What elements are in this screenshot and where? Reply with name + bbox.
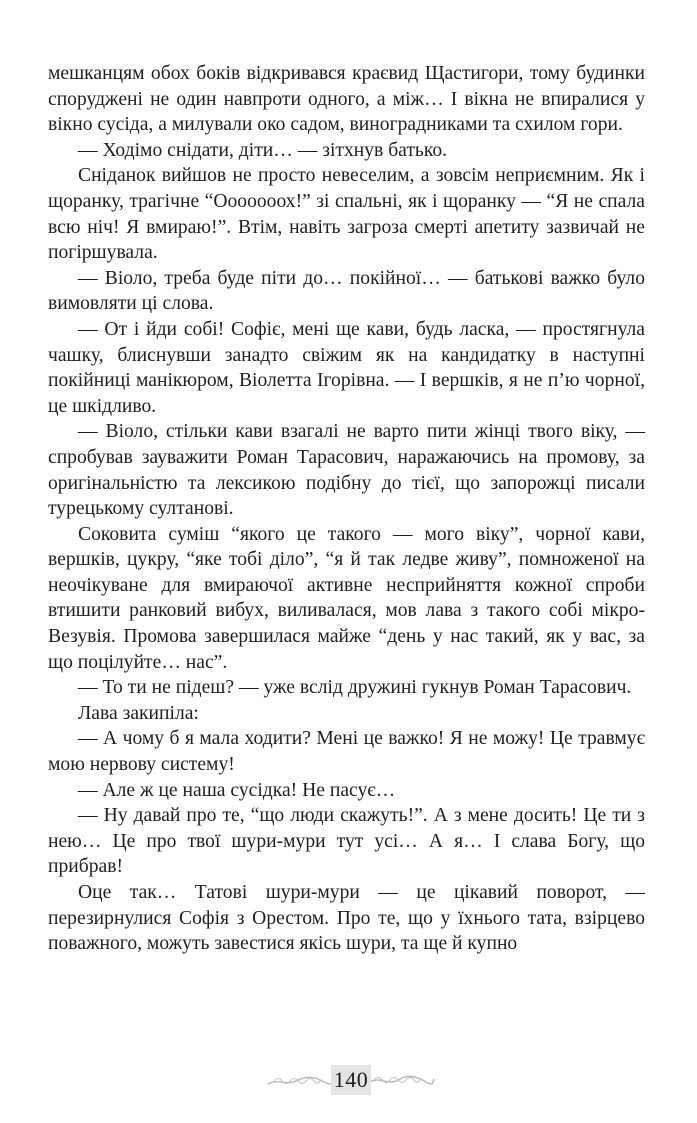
page-number-box [331,1065,371,1095]
page-footer [0,1060,697,1100]
paragraph-3: Сніданок вийшов не просто невеселим, а зовсім неприємним. Як і щоранку, трагічне “Ооооооох!” зі спальні, як і щоранку — “Я не спала всю ніч! Я вмираю!”. Втім, навіть загроза смерті апетиту зазвичай не погіршувала. [48,165,645,264]
page-body [48,61,645,957]
paragraph-11: — Але ж це наша сусідка! Не пасує… [78,779,396,801]
page-number: 140 [333,1067,369,1092]
paragraph-13: Оце так… Татові шури-мури — це цікавий поворот, — перезирнулися Софія з Орестом. Про те, що у їхнього тата, взірцево поважного, можуть завестися якісь шури, та ще й купно [48,882,645,955]
paragraph-4: — Віоло, треба буде піти до… покійної… — батькові важко було вимовляти ці слова. [48,267,645,315]
paragraph-5: — От і йди собі! Софіє, мені ще кави, будь ласка, — простягнула чашку, блиснувши занадто свіжим як на кандидатку в наступні покійниці манікюром, Віолетта Ігорівна. — І вершків, я не п’ю чорної, це шкідливо. [48,318,645,417]
paragraph-2: — Ходімо снідати, діти… — зітхнув батько. [78,139,448,161]
paragraph-7: Соковита суміш “якого це такого — мого віку”, чорної кави, вершків, цукру, “яке тобі діло”, “я й так ледве живу”, помноженої на неочікуване для вмираючої активне несприйняття кожної спроби втишити ранковий вибух, виливалася, мов лава з такого собі мікро-Везувія. Промова завершилася майже “день у нас такий, як у вас, за що поцілуйте… нас”. [48,523,645,673]
paragraph-1: мешканцям обох боків відкривався краєвид Щастигори, тому будинки споруджені не один навпроти одного, а між… І вікна не впиралися у вікно сусіда, а милували око садом, виноградниками та схилом гори. [48,63,645,136]
paragraph-8: — То ти не підеш? — уже вслід дружині гукнув Роман Тарасович. [78,677,632,699]
paragraph-12: — Ну давай про те, “що люди скажуть!”. А з мене досить! Це ти з нею… Це про твої шури-мури тут усі… А я… І слава Богу, що прибрав! [48,805,645,878]
paragraph-6: — Віоло, стільки кави взагалі не варто пити жінці твого віку, — спробував зауважити Роман Тарасович, наражаючись на промову, за оригінальністю та лексикою подібну до тієї, що запорожці писали турецькому султанові. [48,421,645,520]
paragraph-10: — А чому б я мала ходити? Мені це важко! Я не можу! Це травмує мою нервову систему! [48,728,645,776]
paragraph-9: Лава закипіла: [78,702,199,724]
